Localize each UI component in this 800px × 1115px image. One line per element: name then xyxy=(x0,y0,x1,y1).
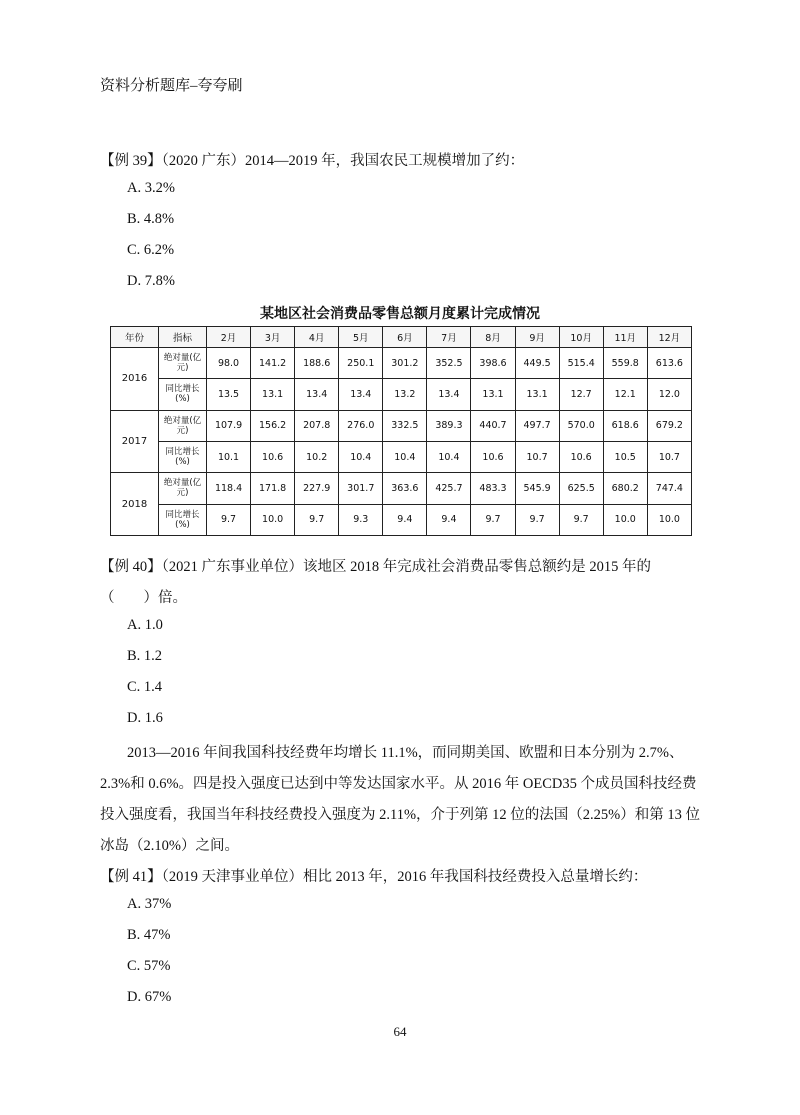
header-cell: 4月 xyxy=(295,327,339,348)
year-cell: 2017 xyxy=(111,410,159,473)
passage-line3: 投入强度看，我国当年科技经费投入强度为 2.11%，介于列第 12 位的法国（2.25%）和第 13 位 xyxy=(100,807,700,823)
q41-option-a: A. 37% xyxy=(127,896,172,912)
value-cell: 389.3 xyxy=(427,410,471,441)
indicator-cell: 同比增长(%) xyxy=(159,504,207,535)
indicator-cell: 同比增长(%) xyxy=(159,441,207,472)
q39-option-c: C. 6.2% xyxy=(127,242,175,258)
q39-option-d: D. 7.8% xyxy=(127,273,175,289)
q40-stem-line1: 【例 40】（2021 广东事业单位）该地区 2018 年完成社会消费品零售总额约是 2015 年的 xyxy=(100,559,651,575)
value-cell: 680.2 xyxy=(603,473,647,504)
value-cell: 227.9 xyxy=(295,473,339,504)
value-cell: 13.1 xyxy=(515,379,559,410)
value-cell: 625.5 xyxy=(559,473,603,504)
table-title: 某地区社会消费品零售总额月度累计完成情况 xyxy=(260,306,540,322)
value-cell: 9.4 xyxy=(427,504,471,535)
value-cell: 9.4 xyxy=(383,504,427,535)
q40-stem-line2: （ ）倍。 xyxy=(100,590,187,606)
value-cell: 301.7 xyxy=(339,473,383,504)
q41-option-b: B. 47% xyxy=(127,927,171,943)
header-cell: 年份 xyxy=(111,327,159,348)
q40-option-c: C. 1.4 xyxy=(127,679,163,695)
value-cell: 12.1 xyxy=(603,379,647,410)
q41-stem: 【例 41】（2019 天津事业单位）相比 2013 年，2016 年我国科技经费投入总量增长约： xyxy=(100,869,648,885)
page-number: 64 xyxy=(393,1024,407,1039)
value-cell: 9.7 xyxy=(515,504,559,535)
value-cell: 171.8 xyxy=(251,473,295,504)
header-cell: 5月 xyxy=(339,327,383,348)
value-cell: 10.0 xyxy=(603,504,647,535)
document-header: 资料分析题库–夸夸刷 xyxy=(100,78,243,94)
value-cell: 10.7 xyxy=(515,441,559,472)
value-cell: 118.4 xyxy=(207,473,251,504)
value-cell: 10.7 xyxy=(647,441,691,472)
table-row xyxy=(111,410,692,441)
value-cell: 449.5 xyxy=(515,348,559,379)
value-cell: 13.5 xyxy=(207,379,251,410)
value-cell: 10.2 xyxy=(295,441,339,472)
header-cell: 指标 xyxy=(159,327,207,348)
value-cell: 352.5 xyxy=(427,348,471,379)
value-cell: 13.4 xyxy=(339,379,383,410)
value-cell: 497.7 xyxy=(515,410,559,441)
year-cell: 2018 xyxy=(111,473,159,536)
value-cell: 250.1 xyxy=(339,348,383,379)
table-header-row xyxy=(111,327,692,348)
value-cell: 618.6 xyxy=(603,410,647,441)
q41-option-c: C. 57% xyxy=(127,958,171,974)
q40-option-a: A. 1.0 xyxy=(127,617,163,633)
value-cell: 559.8 xyxy=(603,348,647,379)
header-cell: 10月 xyxy=(559,327,603,348)
q39-option-b: B. 4.8% xyxy=(127,211,175,227)
table-row xyxy=(111,379,692,410)
value-cell: 9.7 xyxy=(295,504,339,535)
value-cell: 398.6 xyxy=(471,348,515,379)
table-row xyxy=(111,441,692,472)
value-cell: 9.7 xyxy=(559,504,603,535)
value-cell: 10.4 xyxy=(383,441,427,472)
value-cell: 12.7 xyxy=(559,379,603,410)
value-cell: 141.2 xyxy=(251,348,295,379)
value-cell: 679.2 xyxy=(647,410,691,441)
value-cell: 10.6 xyxy=(251,441,295,472)
table-row xyxy=(111,504,692,535)
value-cell: 10.6 xyxy=(471,441,515,472)
header-cell: 11月 xyxy=(603,327,647,348)
value-cell: 515.4 xyxy=(559,348,603,379)
header-cell: 7月 xyxy=(427,327,471,348)
indicator-cell: 绝对量(亿元) xyxy=(159,473,207,504)
indicator-cell: 同比增长(%) xyxy=(159,379,207,410)
value-cell: 363.6 xyxy=(383,473,427,504)
value-cell: 425.7 xyxy=(427,473,471,504)
value-cell: 570.0 xyxy=(559,410,603,441)
value-cell: 9.3 xyxy=(339,504,383,535)
passage-line1: 2013—2016 年间我国科技经费年均增长 11.1%，而同期美国、欧盟和日本分别为 2.7%、 xyxy=(127,745,684,761)
value-cell: 13.1 xyxy=(251,379,295,410)
table-row xyxy=(111,473,692,504)
value-cell: 13.4 xyxy=(295,379,339,410)
value-cell: 13.1 xyxy=(471,379,515,410)
value-cell: 10.4 xyxy=(339,441,383,472)
value-cell: 301.2 xyxy=(383,348,427,379)
value-cell: 545.9 xyxy=(515,473,559,504)
value-cell: 9.7 xyxy=(471,504,515,535)
year-cell: 2016 xyxy=(111,348,159,411)
value-cell: 10.0 xyxy=(647,504,691,535)
q41-option-d: D. 67% xyxy=(127,989,172,1005)
value-cell: 440.7 xyxy=(471,410,515,441)
indicator-cell: 绝对量(亿元) xyxy=(159,410,207,441)
indicator-cell: 绝对量(亿元) xyxy=(159,348,207,379)
header-cell: 9月 xyxy=(515,327,559,348)
passage-line2: 2.3%和 0.6%。四是投入强度已达到中等发达国家水平。从 2016 年 OECD35 个成员国科技经费 xyxy=(100,776,697,792)
retail-sales-table xyxy=(110,326,692,536)
value-cell: 332.5 xyxy=(383,410,427,441)
value-cell: 10.5 xyxy=(603,441,647,472)
value-cell: 12.0 xyxy=(647,379,691,410)
header-cell: 2月 xyxy=(207,327,251,348)
q39-option-a: A. 3.2% xyxy=(127,180,175,196)
value-cell: 98.0 xyxy=(207,348,251,379)
header-cell: 6月 xyxy=(383,327,427,348)
value-cell: 10.6 xyxy=(559,441,603,472)
value-cell: 276.0 xyxy=(339,410,383,441)
value-cell: 10.1 xyxy=(207,441,251,472)
q39-stem: 【例 39】（2020 广东）2014—2019 年，我国农民工规模增加了约： xyxy=(100,153,525,169)
value-cell: 613.6 xyxy=(647,348,691,379)
value-cell: 13.4 xyxy=(427,379,471,410)
header-cell: 3月 xyxy=(251,327,295,348)
value-cell: 10.4 xyxy=(427,441,471,472)
value-cell: 207.8 xyxy=(295,410,339,441)
value-cell: 156.2 xyxy=(251,410,295,441)
value-cell: 9.7 xyxy=(207,504,251,535)
value-cell: 10.0 xyxy=(251,504,295,535)
header-cell: 12月 xyxy=(647,327,691,348)
value-cell: 107.9 xyxy=(207,410,251,441)
q40-option-b: B. 1.2 xyxy=(127,648,163,664)
header-cell: 8月 xyxy=(471,327,515,348)
q40-option-d: D. 1.6 xyxy=(127,710,163,726)
value-cell: 13.2 xyxy=(383,379,427,410)
value-cell: 188.6 xyxy=(295,348,339,379)
value-cell: 483.3 xyxy=(471,473,515,504)
value-cell: 747.4 xyxy=(647,473,691,504)
passage-line4: 冰岛（2.10%）之间。 xyxy=(100,838,239,854)
table-row xyxy=(111,348,692,379)
